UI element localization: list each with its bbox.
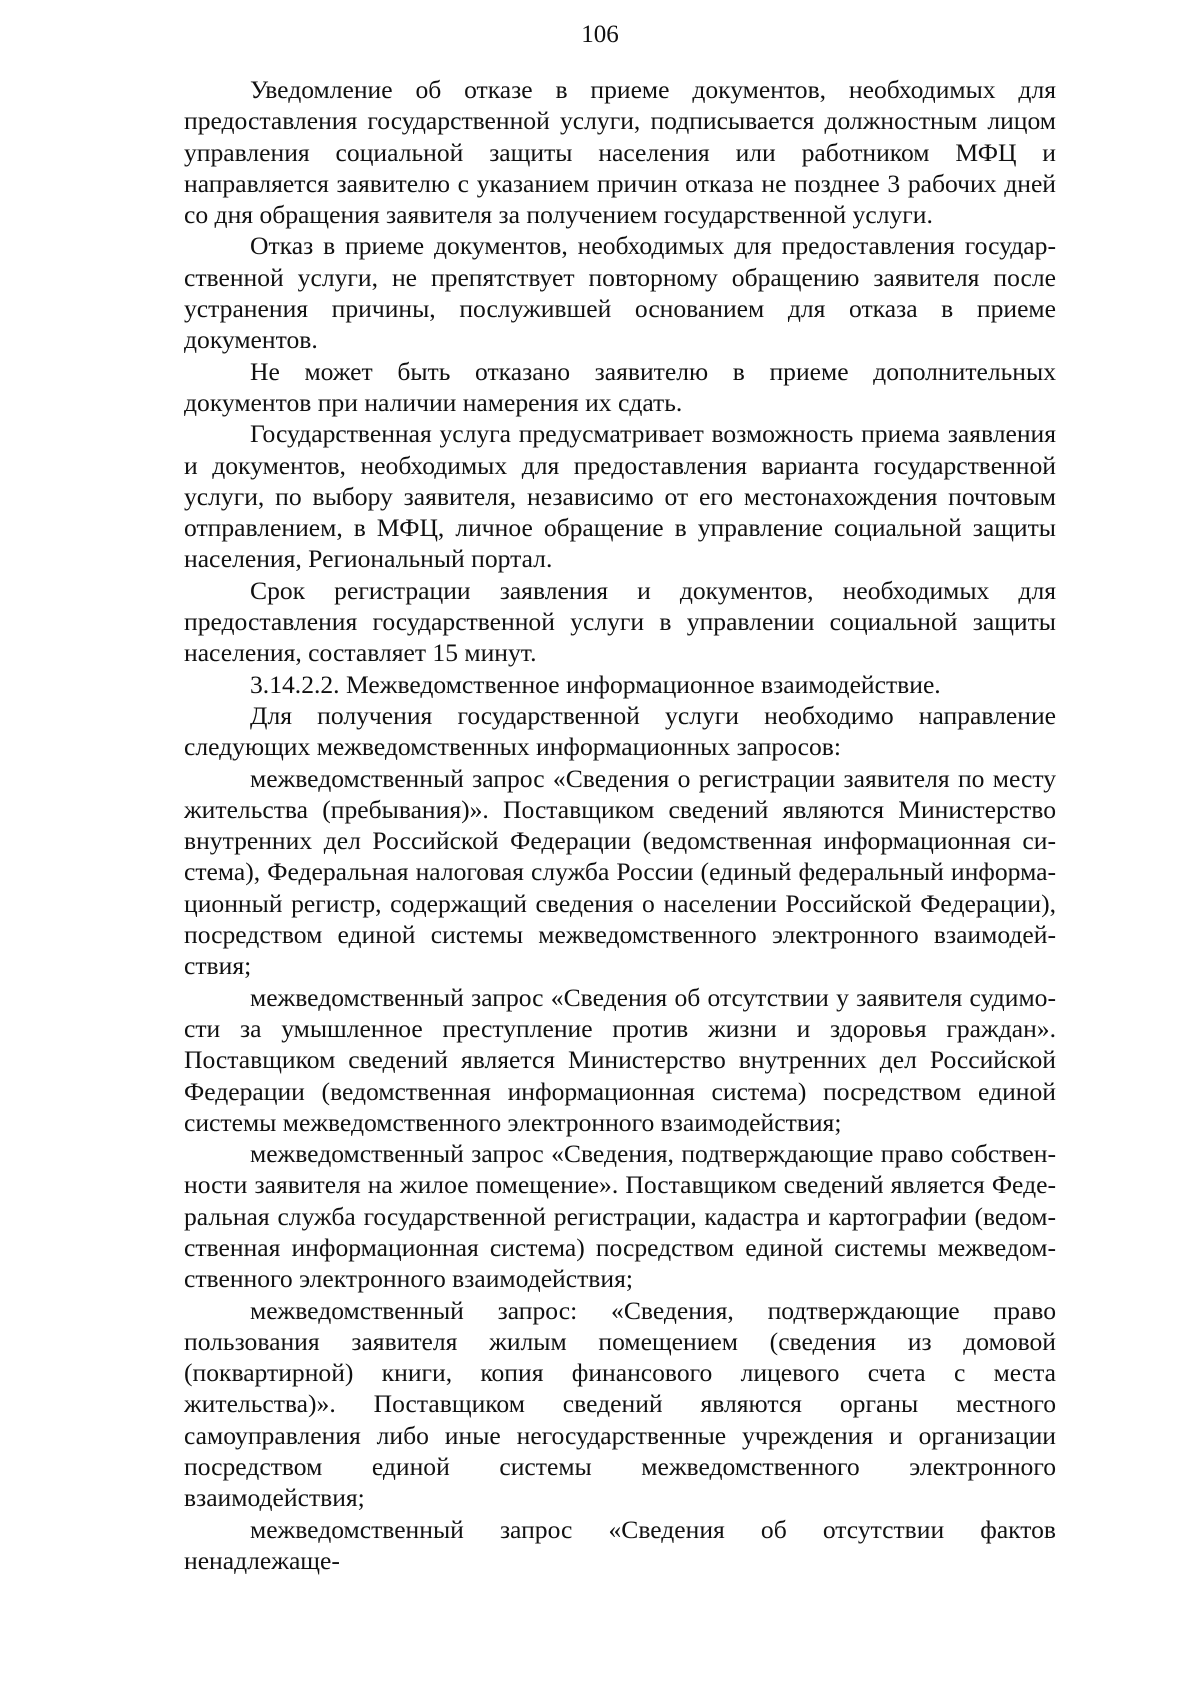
- document-body: [184, 74, 1056, 1576]
- paragraph-submission-options: Государственная услуга предусматривает возможность приема заявления и документов, необходимых для предоставления варианта государственной услуги, по выбору заявителя, независимо от его местонахождения почтовым отправлением, в МФЦ, личное обращение в управление социальной защиты населения, Региональный портал.: [184, 419, 1056, 574]
- paragraph-refusal-no-obstacle: Отказ в приеме документов, необходимых для предоставления государственной услуги, не препятствует повторному обращению заявителя после устранения причины, послужившей основанием для отказа в приеме документов.: [184, 231, 1056, 355]
- paragraph-request-criminal-record: межведомственный запрос «Сведения об отсутствии у заявителя судимости за умышленное преступление против жизни и здоровья граждан». Поставщиком сведений является Министерство внутренних дел Российской Федерации (ведомственная информационная система) посредством единой системы межведомственного электронного взаимодействия;: [184, 982, 1056, 1137]
- paragraph-additional-documents: Не может быть отказано заявителю в приеме дополнительных документов при наличии намерения их сдать.: [184, 356, 1056, 417]
- paragraph-request-registration: межведомственный запрос «Сведения о регистрации заявителя по месту жительства (пребывания)». Поставщиком сведений являются Министерство внутренних дел Российской Федерации (ведомственная информационная система), Федеральная налоговая служба России (единый федеральный информационный регистр, содержащий сведения о населении Российской Федерации), посредством единой системы межведомственного электронного взаимодействия;: [184, 763, 1056, 981]
- section-heading-3-14-2-2: 3.14.2.2. Межведомственное информационное взаимодействие.: [250, 669, 941, 699]
- paragraph-registration-time: Срок регистрации заявления и документов, необходимых для предоставления государственной услуги в управлении социальной защиты населения, составляет 15 минут.: [184, 575, 1056, 668]
- paragraph-request-usage-right: межведомственный запрос: «Сведения, подтверждающие право пользования заявителя жилым помещением (сведения из домовой (поквартирной) книги, копия финансового лицевого счета с места жительства)». Поставщиком сведений являются органы местного самоуправления либо иные негосударственные учреждения и организации посредством единой системы межведомственного электронного взаимодействия;: [184, 1295, 1056, 1513]
- paragraph-request-improper-facts: межведомственный запрос «Сведения об отсутствии фактов ненадлежаще-: [184, 1514, 1056, 1575]
- paragraph-request-ownership: межведомственный запрос «Сведения, подтверждающие право собственности заявителя на жилое помещение». Поставщиком сведений является Федеральная служба государственной регистрации, кадастра и картографии (ведомственная информационная система) посредством единой системы межведомственного электронного взаимодействия;: [184, 1139, 1056, 1294]
- paragraph-rejection-notice: Уведомление об отказе в приеме документов, необходимых для предоставления государственной услуги, подписывается должностным лицом управления социальной защиты населения или работником МФЦ и направляется заявителю с указанием причин отказа не позднее 3 рабочих дней со дня обращения заявителя за получением государственной услуги.: [184, 75, 1056, 230]
- paragraph-requests-intro: Для получения государственной услуги необходимо направление следующих межведомственных информационных запросов:: [184, 700, 1056, 762]
- page-number: 106: [581, 21, 619, 48]
